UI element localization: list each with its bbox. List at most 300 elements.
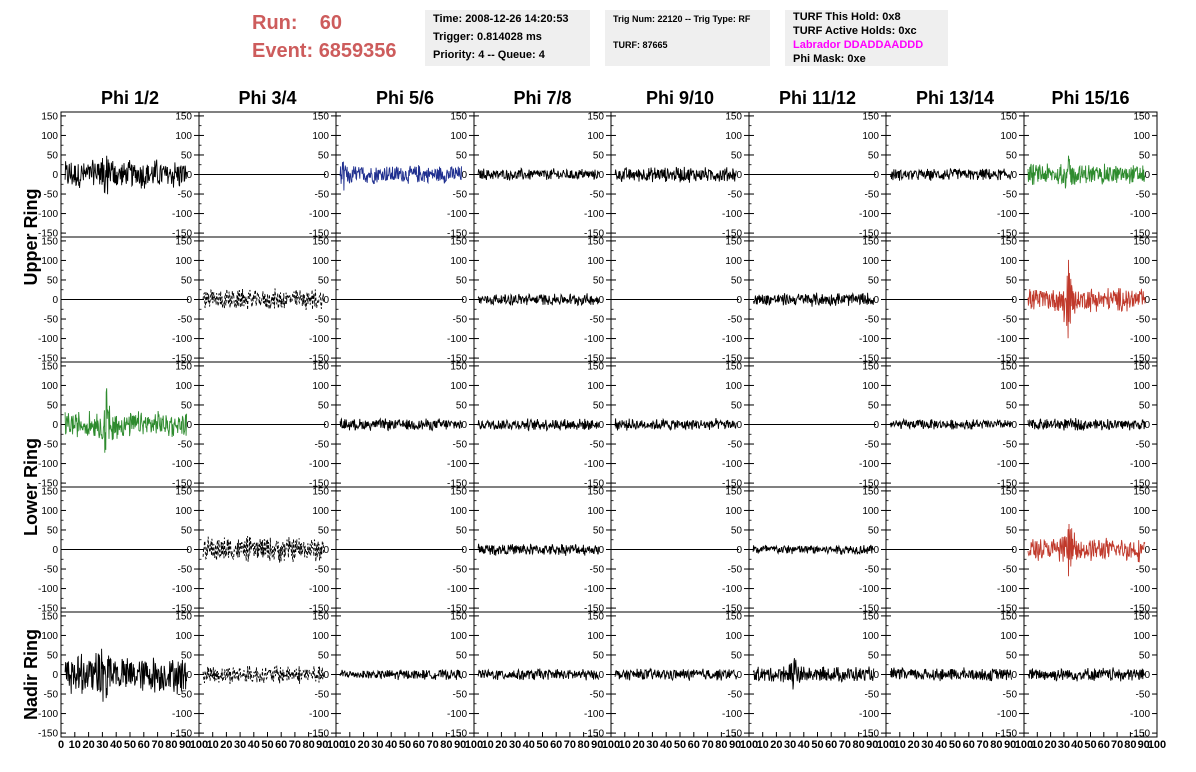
x-tick-label: 20: [82, 739, 95, 751]
y-tick-label: 150: [41, 236, 58, 248]
turf-active-text: TURF Active Holds: 0xc: [793, 25, 917, 37]
y-tick-label: 100: [862, 380, 879, 392]
y-tick-label: -150: [1129, 728, 1150, 740]
y-tick-label: -100: [171, 459, 192, 471]
y-tick-label: -150: [583, 353, 604, 365]
y-tick-label: -150: [858, 728, 879, 740]
x-tick-label: 100: [464, 739, 484, 751]
x-tick-label: 20: [1044, 739, 1057, 751]
y-tick-label: 0: [186, 545, 192, 556]
x-tick-label: 70: [151, 739, 164, 751]
x-tick-label: 10: [206, 739, 219, 751]
y-tick-label: 0: [52, 420, 58, 431]
y-tick-label: 100: [41, 380, 58, 392]
y-tick-label: -100: [446, 709, 467, 721]
x-tick-label: 30: [96, 739, 109, 751]
y-tick-label: 150: [1000, 486, 1017, 498]
y-tick-label: -50: [452, 189, 467, 201]
y-tick-label: 50: [455, 275, 467, 287]
y-tick-label: 0: [873, 545, 879, 556]
y-tick-label: -100: [37, 709, 58, 721]
y-tick-label: -150: [1129, 228, 1150, 240]
x-tick-label: 60: [1097, 739, 1110, 751]
y-tick-label: 50: [1138, 275, 1150, 287]
y-tick-label: 100: [450, 380, 467, 392]
y-tick-label: 150: [1000, 611, 1017, 623]
x-tick-label: 30: [371, 739, 384, 751]
y-tick-label: -150: [308, 353, 329, 365]
y-tick-label: 50: [592, 525, 604, 537]
y-tick-label: -100: [721, 584, 742, 596]
labrador-text: Labrador DDADDAADDD: [793, 39, 924, 51]
y-tick-label: -150: [1129, 603, 1150, 615]
waveform-trace: [1028, 418, 1145, 431]
y-tick-label: -50: [452, 564, 467, 576]
y-tick-label: -100: [858, 459, 879, 471]
y-tick-label: 100: [1133, 380, 1150, 392]
x-tick-label: 40: [247, 739, 260, 751]
y-tick-label: -150: [446, 353, 467, 365]
x-tick-label: 100: [326, 739, 346, 751]
y-tick-label: 50: [180, 525, 192, 537]
y-tick-label: -100: [996, 459, 1017, 471]
x-tick-label: 70: [838, 739, 852, 751]
y-tick-label: 0: [323, 420, 329, 431]
y-tick-label: 100: [862, 630, 879, 642]
x-tick-label: 20: [220, 739, 233, 751]
x-tick-label: 30: [921, 739, 934, 751]
x-tick-label: 10: [893, 739, 906, 751]
waveform-trace: [478, 669, 599, 681]
y-tick-label: 50: [1005, 400, 1017, 412]
y-tick-label: 100: [450, 630, 467, 642]
x-tick-label: 60: [412, 739, 425, 751]
y-tick-label: -50: [177, 564, 192, 576]
y-tick-label: 50: [730, 650, 742, 662]
y-tick-label: 150: [312, 236, 329, 248]
y-tick-label: 0: [873, 295, 879, 306]
y-tick-label: 100: [1000, 505, 1017, 517]
y-tick-label: -100: [1129, 459, 1150, 471]
y-tick-label: -150: [721, 353, 742, 365]
y-tick-label: -50: [1135, 689, 1150, 701]
y-tick-label: 150: [725, 111, 742, 123]
y-tick-label: 100: [175, 255, 192, 267]
y-tick-label: 150: [41, 486, 58, 498]
waveform-trace: [1028, 524, 1145, 576]
y-tick-label: -50: [177, 314, 192, 326]
y-tick-label: -150: [37, 228, 58, 240]
y-tick-label: -100: [1129, 584, 1150, 596]
y-tick-label: 100: [587, 380, 604, 392]
x-tick-label: 60: [962, 739, 975, 751]
waveform-trace: [478, 293, 599, 305]
y-tick-label: -100: [171, 209, 192, 221]
y-tick-label: 100: [312, 130, 329, 142]
y-tick-label: -100: [446, 459, 467, 471]
waveform-trace: [340, 419, 462, 431]
y-tick-label: 50: [46, 150, 58, 162]
y-tick-label: 150: [1133, 611, 1150, 623]
ring-label-2: Lower Ring: [21, 438, 41, 536]
y-tick-label: -100: [37, 209, 58, 221]
y-tick-label: -150: [171, 353, 192, 365]
x-tick-label: 100: [876, 739, 896, 751]
x-tick-label: 80: [852, 739, 865, 751]
y-tick-label: -100: [996, 709, 1017, 721]
y-tick-label: -50: [314, 189, 329, 201]
y-tick-label: -150: [446, 603, 467, 615]
y-tick-label: -150: [1129, 478, 1150, 490]
y-tick-label: 50: [317, 525, 329, 537]
y-tick-label: 50: [180, 650, 192, 662]
y-tick-label: -50: [314, 564, 329, 576]
column-header-8: Phi 15/16: [1051, 88, 1130, 108]
x-tick-label: 70: [563, 739, 577, 751]
x-tick-label: 40: [797, 739, 810, 751]
x-tick-label: 20: [632, 739, 645, 751]
column-header-7: Phi 13/14: [915, 88, 995, 108]
y-tick-label: -50: [1135, 314, 1150, 326]
x-tick-label: 30: [783, 739, 797, 751]
y-tick-label: 100: [175, 630, 192, 642]
trigger-text: Trigger: 0.814028 ms: [433, 31, 542, 43]
y-tick-label: 50: [180, 150, 192, 162]
y-tick-label: -100: [858, 584, 879, 596]
y-tick-label: 100: [450, 130, 467, 142]
waveform-trace: [1028, 667, 1145, 681]
y-tick-label: 150: [862, 361, 879, 373]
y-tick-label: -150: [583, 603, 604, 615]
y-tick-label: -150: [171, 478, 192, 490]
y-tick-label: 100: [312, 505, 329, 517]
y-tick-label: -100: [721, 209, 742, 221]
x-tick-label: 100: [739, 739, 759, 751]
y-tick-label: 0: [323, 295, 329, 306]
y-tick-label: 150: [587, 486, 604, 498]
y-tick-label: -100: [858, 334, 879, 346]
y-tick-label: -100: [446, 334, 467, 346]
y-tick-label: 0: [1144, 295, 1150, 306]
column-header-5: Phi 9/10: [645, 88, 715, 108]
y-tick-label: -150: [308, 228, 329, 240]
y-tick-label: 100: [862, 505, 879, 517]
y-tick-label: 100: [587, 630, 604, 642]
turf-text: TURF: 87665: [613, 40, 668, 50]
column-header-1: Phi 1/2: [100, 88, 160, 108]
y-tick-label: -50: [589, 689, 604, 701]
y-tick-label: 50: [1138, 150, 1150, 162]
time-text: Time: 2008-12-26 14:20:53: [433, 13, 569, 25]
y-tick-label: 150: [175, 111, 192, 123]
y-tick-label: 50: [867, 150, 879, 162]
y-tick-label: 0: [736, 670, 742, 681]
x-tick-label: 80: [577, 739, 590, 751]
ring-label-3: Nadir Ring: [21, 628, 41, 721]
waveform-trace: [203, 665, 324, 684]
x-tick-label: 10: [481, 739, 494, 751]
y-tick-label: 0: [873, 170, 879, 181]
y-tick-label: -150: [37, 728, 58, 740]
y-tick-label: -150: [858, 603, 879, 615]
y-tick-label: -50: [864, 564, 879, 576]
y-tick-label: -50: [43, 564, 58, 576]
y-tick-label: -150: [858, 353, 879, 365]
y-tick-label: -50: [314, 439, 329, 451]
y-tick-label: 0: [461, 545, 467, 556]
x-tick-label: 40: [385, 739, 398, 751]
y-tick-label: -150: [858, 228, 879, 240]
waveform-trace: [753, 545, 874, 555]
y-tick-label: 0: [598, 295, 604, 306]
y-tick-label: 150: [312, 361, 329, 373]
y-tick-label: 0: [52, 545, 58, 556]
y-tick-label: 100: [175, 505, 192, 517]
y-tick-label: 0: [598, 545, 604, 556]
y-tick-label: 0: [186, 170, 192, 181]
y-tick-label: 50: [317, 150, 329, 162]
y-tick-label: 100: [725, 255, 742, 267]
y-tick-label: -150: [583, 228, 604, 240]
x-tick-label: 50: [1084, 739, 1097, 751]
y-tick-label: 50: [730, 525, 742, 537]
y-tick-label: -150: [171, 228, 192, 240]
y-tick-label: -150: [171, 603, 192, 615]
y-tick-label: 50: [592, 275, 604, 287]
y-tick-label: 150: [312, 486, 329, 498]
y-tick-label: 0: [1011, 295, 1017, 306]
y-tick-label: -150: [996, 228, 1017, 240]
x-tick-label: 40: [110, 739, 123, 751]
y-tick-label: 150: [587, 236, 604, 248]
y-tick-label: 0: [1144, 170, 1150, 181]
run-label: Run:: [252, 12, 298, 34]
y-tick-label: 0: [1011, 670, 1017, 681]
x-tick-label: 50: [536, 739, 549, 751]
y-tick-label: 100: [1133, 630, 1150, 642]
y-tick-label: -100: [37, 459, 58, 471]
y-tick-label: -50: [1135, 564, 1150, 576]
y-tick-label: 0: [598, 170, 604, 181]
x-tick-label: 30: [508, 739, 522, 751]
y-tick-label: 150: [725, 486, 742, 498]
y-tick-label: 150: [175, 361, 192, 373]
y-tick-label: 0: [186, 295, 192, 306]
y-tick-label: 150: [312, 611, 329, 623]
y-tick-label: -100: [308, 584, 329, 596]
y-tick-label: 150: [450, 361, 467, 373]
y-tick-label: -50: [177, 689, 192, 701]
y-tick-label: 50: [1005, 275, 1017, 287]
y-tick-label: -50: [1002, 689, 1017, 701]
y-tick-label: 0: [736, 295, 742, 306]
y-tick-label: -100: [1129, 709, 1150, 721]
event-value: 6859356: [318, 40, 397, 62]
y-tick-label: 100: [41, 130, 58, 142]
x-tick-label: 80: [715, 739, 728, 751]
y-tick-label: -100: [37, 334, 58, 346]
y-tick-label: -50: [43, 439, 58, 451]
y-tick-label: 150: [41, 361, 58, 373]
x-tick-label: 60: [687, 739, 700, 751]
y-tick-label: -150: [37, 603, 58, 615]
y-tick-label: 150: [725, 361, 742, 373]
waveform-trace: [1028, 260, 1145, 338]
y-tick-label: -150: [996, 603, 1017, 615]
y-tick-label: -50: [43, 689, 58, 701]
y-tick-label: 0: [1011, 170, 1017, 181]
y-tick-label: -100: [583, 584, 604, 596]
x-tick-label: 80: [990, 739, 1003, 751]
y-tick-label: -50: [1002, 439, 1017, 451]
y-tick-label: 0: [186, 420, 192, 431]
y-tick-label: -50: [727, 564, 742, 576]
waveform-trace: [340, 670, 462, 681]
y-tick-label: 150: [725, 611, 742, 623]
y-tick-label: 0: [1011, 420, 1017, 431]
y-tick-label: 150: [450, 611, 467, 623]
y-tick-label: 100: [1000, 130, 1017, 142]
x-tick-label: 50: [398, 739, 412, 751]
y-tick-label: 50: [867, 400, 879, 412]
y-tick-label: 50: [867, 275, 879, 287]
x-tick-label: 20: [357, 739, 370, 751]
x-tick-label: 90: [454, 739, 467, 751]
y-tick-label: -150: [996, 353, 1017, 365]
y-tick-label: 50: [455, 525, 467, 537]
waveform-trace: [203, 536, 324, 563]
y-tick-label: 50: [46, 275, 58, 287]
y-tick-label: -50: [589, 564, 604, 576]
y-tick-label: -150: [37, 478, 58, 490]
run-value: 60: [319, 12, 343, 34]
ring-label-1: Upper Ring: [21, 188, 41, 286]
x-tick-label: 50: [673, 739, 687, 751]
y-tick-label: 100: [587, 255, 604, 267]
y-tick-label: 0: [736, 170, 742, 181]
y-tick-label: -100: [446, 584, 467, 596]
waveform-trace: [615, 669, 737, 681]
y-tick-label: 100: [450, 505, 467, 517]
y-tick-label: 50: [180, 400, 192, 412]
x-tick-label: 10: [618, 739, 631, 751]
y-tick-label: -100: [583, 709, 604, 721]
y-tick-label: -50: [177, 439, 192, 451]
y-tick-label: 0: [461, 420, 467, 431]
x-tick-label: 90: [591, 739, 604, 751]
waveform-trace: [890, 667, 1012, 681]
y-tick-label: 150: [862, 111, 879, 123]
y-tick-label: 0: [873, 670, 879, 681]
y-tick-label: 150: [1000, 111, 1017, 123]
y-tick-label: -50: [589, 314, 604, 326]
y-tick-label: 100: [1000, 630, 1017, 642]
y-tick-label: 50: [317, 400, 329, 412]
y-tick-label: 50: [730, 400, 742, 412]
x-tick-label: 80: [1124, 739, 1137, 751]
y-tick-label: 50: [455, 400, 467, 412]
x-tick-label: 100: [189, 739, 209, 751]
y-tick-label: -150: [308, 603, 329, 615]
y-tick-label: 0: [52, 670, 58, 681]
turf-hold-text: TURF This Hold: 0x8: [793, 11, 901, 23]
y-tick-label: 50: [317, 650, 329, 662]
y-tick-label: 100: [1133, 130, 1150, 142]
y-tick-label: 100: [41, 630, 58, 642]
event-label: Event:: [252, 40, 314, 62]
x-tick-label: 90: [179, 739, 192, 751]
waveform-trace: [65, 388, 187, 452]
waveform-trace: [753, 293, 874, 307]
column-header-3: Phi 5/6: [375, 88, 435, 108]
y-tick-label: 100: [725, 380, 742, 392]
y-tick-label: 0: [1011, 545, 1017, 556]
y-tick-label: -150: [996, 728, 1017, 740]
y-tick-label: 150: [1000, 361, 1017, 373]
priority-text: Priority: 4 -- Queue: 4: [433, 49, 545, 61]
x-tick-label: 50: [948, 739, 962, 751]
x-tick-label: 50: [261, 739, 274, 751]
y-tick-label: -50: [727, 689, 742, 701]
x-tick-label: 70: [976, 739, 989, 751]
y-tick-label: 150: [175, 236, 192, 248]
x-tick-label: 40: [660, 739, 673, 751]
x-tick-label: 50: [811, 739, 824, 751]
y-tick-label: -100: [446, 209, 467, 221]
y-tick-label: 0: [873, 420, 879, 431]
y-tick-label: 50: [1138, 650, 1150, 662]
y-tick-label: 0: [186, 670, 192, 681]
y-tick-label: 0: [323, 545, 329, 556]
waveform-trace: [753, 658, 874, 689]
y-tick-label: 100: [725, 505, 742, 517]
y-tick-label: -150: [996, 478, 1017, 490]
y-tick-label: 100: [862, 130, 879, 142]
waveform-trace: [1028, 156, 1145, 189]
x-tick-label: 100: [601, 739, 621, 751]
y-tick-label: -150: [858, 478, 879, 490]
x-tick-label: 10: [68, 739, 81, 751]
x-tick-label: 40: [522, 739, 535, 751]
y-tick-label: 0: [323, 670, 329, 681]
y-tick-label: -100: [996, 334, 1017, 346]
waveform-trace: [615, 418, 737, 431]
waveform-trace: [65, 649, 187, 702]
y-tick-label: -50: [727, 439, 742, 451]
x-tick-label: 30: [233, 739, 247, 751]
x-tick-label: 70: [701, 739, 714, 751]
column-header-2: Phi 3/4: [238, 88, 297, 108]
x-tick-label: 80: [165, 739, 178, 751]
waveform-trace: [615, 167, 737, 183]
y-tick-label: 50: [592, 650, 604, 662]
y-tick-label: -100: [171, 584, 192, 596]
x-tick-label: 90: [866, 739, 879, 751]
y-tick-label: 50: [455, 150, 467, 162]
y-tick-label: 150: [1000, 236, 1017, 248]
waveform-trace: [478, 168, 599, 180]
y-tick-label: -150: [446, 228, 467, 240]
y-tick-label: 100: [725, 630, 742, 642]
y-tick-label: 150: [862, 236, 879, 248]
y-tick-label: 50: [1005, 150, 1017, 162]
y-tick-label: 150: [587, 111, 604, 123]
x-tick-label: 60: [550, 739, 563, 751]
y-tick-label: 0: [736, 545, 742, 556]
y-tick-label: 0: [736, 420, 742, 431]
x-tick-label: 10: [1031, 739, 1044, 751]
x-tick-label: 10: [756, 739, 769, 751]
